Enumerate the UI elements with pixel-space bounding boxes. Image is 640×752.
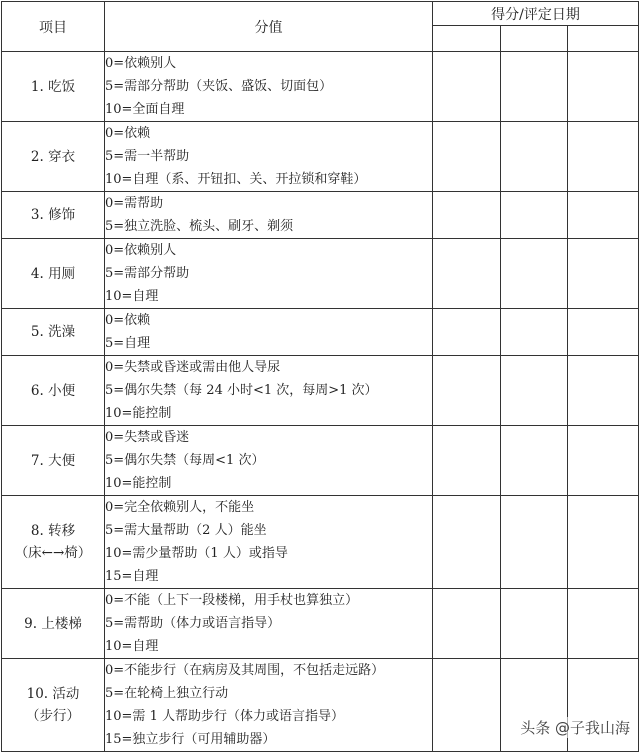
score-entry-cell-1[interactable] — [433, 52, 501, 122]
item-name: 3. 修饰 — [30, 207, 76, 223]
table-row — [2, 356, 639, 426]
score-entry-cell-1[interactable] — [433, 496, 501, 589]
score-entry-cell-1[interactable] — [433, 659, 501, 752]
header-item: 项目 — [2, 2, 105, 52]
score-entry-cell-3[interactable] — [568, 426, 639, 496]
table-body — [2, 52, 639, 752]
score-entry-cell-2[interactable] — [501, 356, 568, 426]
score-entry-cell-3[interactable] — [568, 52, 639, 122]
score-option: 5=需部分帮助 — [105, 266, 190, 281]
score-entry-cell-1[interactable] — [433, 239, 501, 309]
item-subname: （床←→椅） — [14, 545, 92, 561]
score-values-cell — [105, 356, 433, 426]
score-values-cell — [105, 239, 433, 309]
table-row — [2, 426, 639, 496]
score-option: 0=不能（上下一段楼梯，用手杖也算独立） — [105, 593, 359, 608]
score-entry-cell-3[interactable] — [568, 122, 639, 192]
item-subname: （步行） — [26, 708, 80, 724]
score-values-cell — [105, 122, 433, 192]
score-option: 0=失禁或昏迷 — [105, 430, 190, 445]
score-entry-cell-2[interactable] — [501, 52, 568, 122]
score-entry-cell-3[interactable] — [568, 589, 639, 659]
score-values-cell — [105, 426, 433, 496]
date-column-2[interactable] — [501, 26, 568, 52]
score-values-cell — [105, 496, 433, 589]
score-option: 5=需一半帮助 — [105, 149, 190, 164]
score-option: 10=自理 — [105, 289, 159, 304]
score-values-cell — [105, 52, 433, 122]
score-option: 0=依赖 — [105, 313, 151, 328]
table-row — [2, 589, 639, 659]
score-entry-cell-1[interactable] — [433, 589, 501, 659]
table-row — [2, 496, 639, 589]
score-option: 10=能控制 — [105, 406, 172, 421]
item-name-cell — [2, 122, 105, 192]
score-option: 0=不能步行（在病房及其周围，不包括走远路） — [105, 663, 385, 678]
table-row — [2, 192, 639, 239]
score-entry-cell-2[interactable] — [501, 589, 568, 659]
score-option: 10=需 1 人帮助步行（体力或语言指导） — [105, 709, 344, 724]
score-entry-cell-1[interactable] — [433, 356, 501, 426]
table-row — [2, 52, 639, 122]
score-option: 5=自理 — [105, 336, 151, 351]
score-values-cell — [105, 589, 433, 659]
score-option: 0=完全依赖别人，不能坐 — [105, 500, 255, 515]
score-option: 0=需帮助 — [105, 196, 164, 211]
score-option: 5=需大量帮助（2 人）能坐 — [105, 523, 267, 538]
table-row — [2, 239, 639, 309]
table-row — [2, 122, 639, 192]
item-name-cell — [2, 496, 105, 589]
item-name-cell — [2, 589, 105, 659]
score-entry-cell-2[interactable] — [501, 122, 568, 192]
header-value: 分值 — [105, 2, 433, 52]
score-option: 10=能控制 — [105, 476, 172, 491]
item-name: 5. 洗澡 — [30, 324, 76, 340]
score-option: 5=需部分帮助（夹饭、盛饭、切面包） — [105, 79, 333, 94]
item-name-cell — [2, 309, 105, 356]
score-entry-cell-3[interactable] — [568, 309, 639, 356]
item-name: 1. 吃饭 — [30, 78, 76, 95]
score-entry-cell-3[interactable] — [568, 356, 639, 426]
score-option: 5=偶尔失禁（每周<1 次） — [105, 453, 265, 468]
score-values-cell — [105, 192, 433, 239]
item-name: 8. 转移 — [30, 523, 76, 539]
table-row — [2, 309, 639, 356]
item-name-cell — [2, 356, 105, 426]
score-entry-cell-3[interactable] — [568, 239, 639, 309]
date-column-1[interactable] — [433, 26, 501, 52]
score-option: 5=独立洗脸、梳头、刷牙、剃须 — [105, 219, 294, 234]
score-option: 5=在轮椅上独立行动 — [105, 686, 229, 701]
score-option: 10=自理（系、开钮扣、关、开拉锁和穿鞋） — [105, 172, 367, 187]
score-option: 0=失禁或昏迷或需由他人导尿 — [105, 360, 281, 375]
header-score-date: 得分/评定日期 — [433, 2, 639, 26]
adl-score-table — [1, 1, 639, 752]
score-option: 15=独立步行（可用辅助器） — [105, 732, 276, 747]
score-option: 15=自理 — [105, 569, 159, 584]
item-name: 7. 大便 — [30, 452, 76, 469]
item-name: 2. 穿衣 — [30, 148, 76, 165]
score-entry-cell-1[interactable] — [433, 426, 501, 496]
score-entry-cell-3[interactable] — [568, 192, 639, 239]
score-entry-cell-2[interactable] — [501, 192, 568, 239]
score-option: 10=自理 — [105, 639, 159, 654]
score-entry-cell-2[interactable] — [501, 426, 568, 496]
watermark: 头条 @子我山海 — [520, 719, 630, 737]
score-values-cell — [105, 309, 433, 356]
score-option: 0=依赖别人 — [105, 56, 177, 71]
item-name: 9. 上楼梯 — [24, 615, 82, 632]
item-name-cell — [2, 192, 105, 239]
score-option: 10=需少量帮助（1 人）或指导 — [105, 546, 288, 561]
score-option: 0=依赖别人 — [105, 243, 177, 258]
item-name: 10. 活动 — [26, 686, 80, 702]
score-option: 5=偶尔失禁（每 24 小时<1 次，每周>1 次） — [105, 383, 378, 398]
item-name-cell — [2, 52, 105, 122]
item-name-cell — [2, 239, 105, 309]
item-name-cell — [2, 426, 105, 496]
item-name: 6. 小便 — [30, 382, 76, 399]
score-entry-cell-1[interactable] — [433, 122, 501, 192]
score-option: 0=依赖 — [105, 126, 151, 141]
score-entry-cell-3[interactable] — [568, 496, 639, 589]
item-name-cell — [2, 659, 105, 752]
score-entry-cell-2[interactable] — [501, 309, 568, 356]
date-column-3[interactable] — [568, 26, 639, 52]
score-entry-cell-1[interactable] — [433, 309, 501, 356]
item-name: 4. 用厕 — [30, 265, 76, 282]
score-option: 5=需帮助（体力或语言指导） — [105, 616, 281, 631]
score-entry-cell-2[interactable] — [501, 239, 568, 309]
score-entry-cell-2[interactable] — [501, 496, 568, 589]
score-values-cell — [105, 659, 433, 752]
score-option: 10=全面自理 — [105, 102, 185, 117]
score-entry-cell-1[interactable] — [433, 192, 501, 239]
